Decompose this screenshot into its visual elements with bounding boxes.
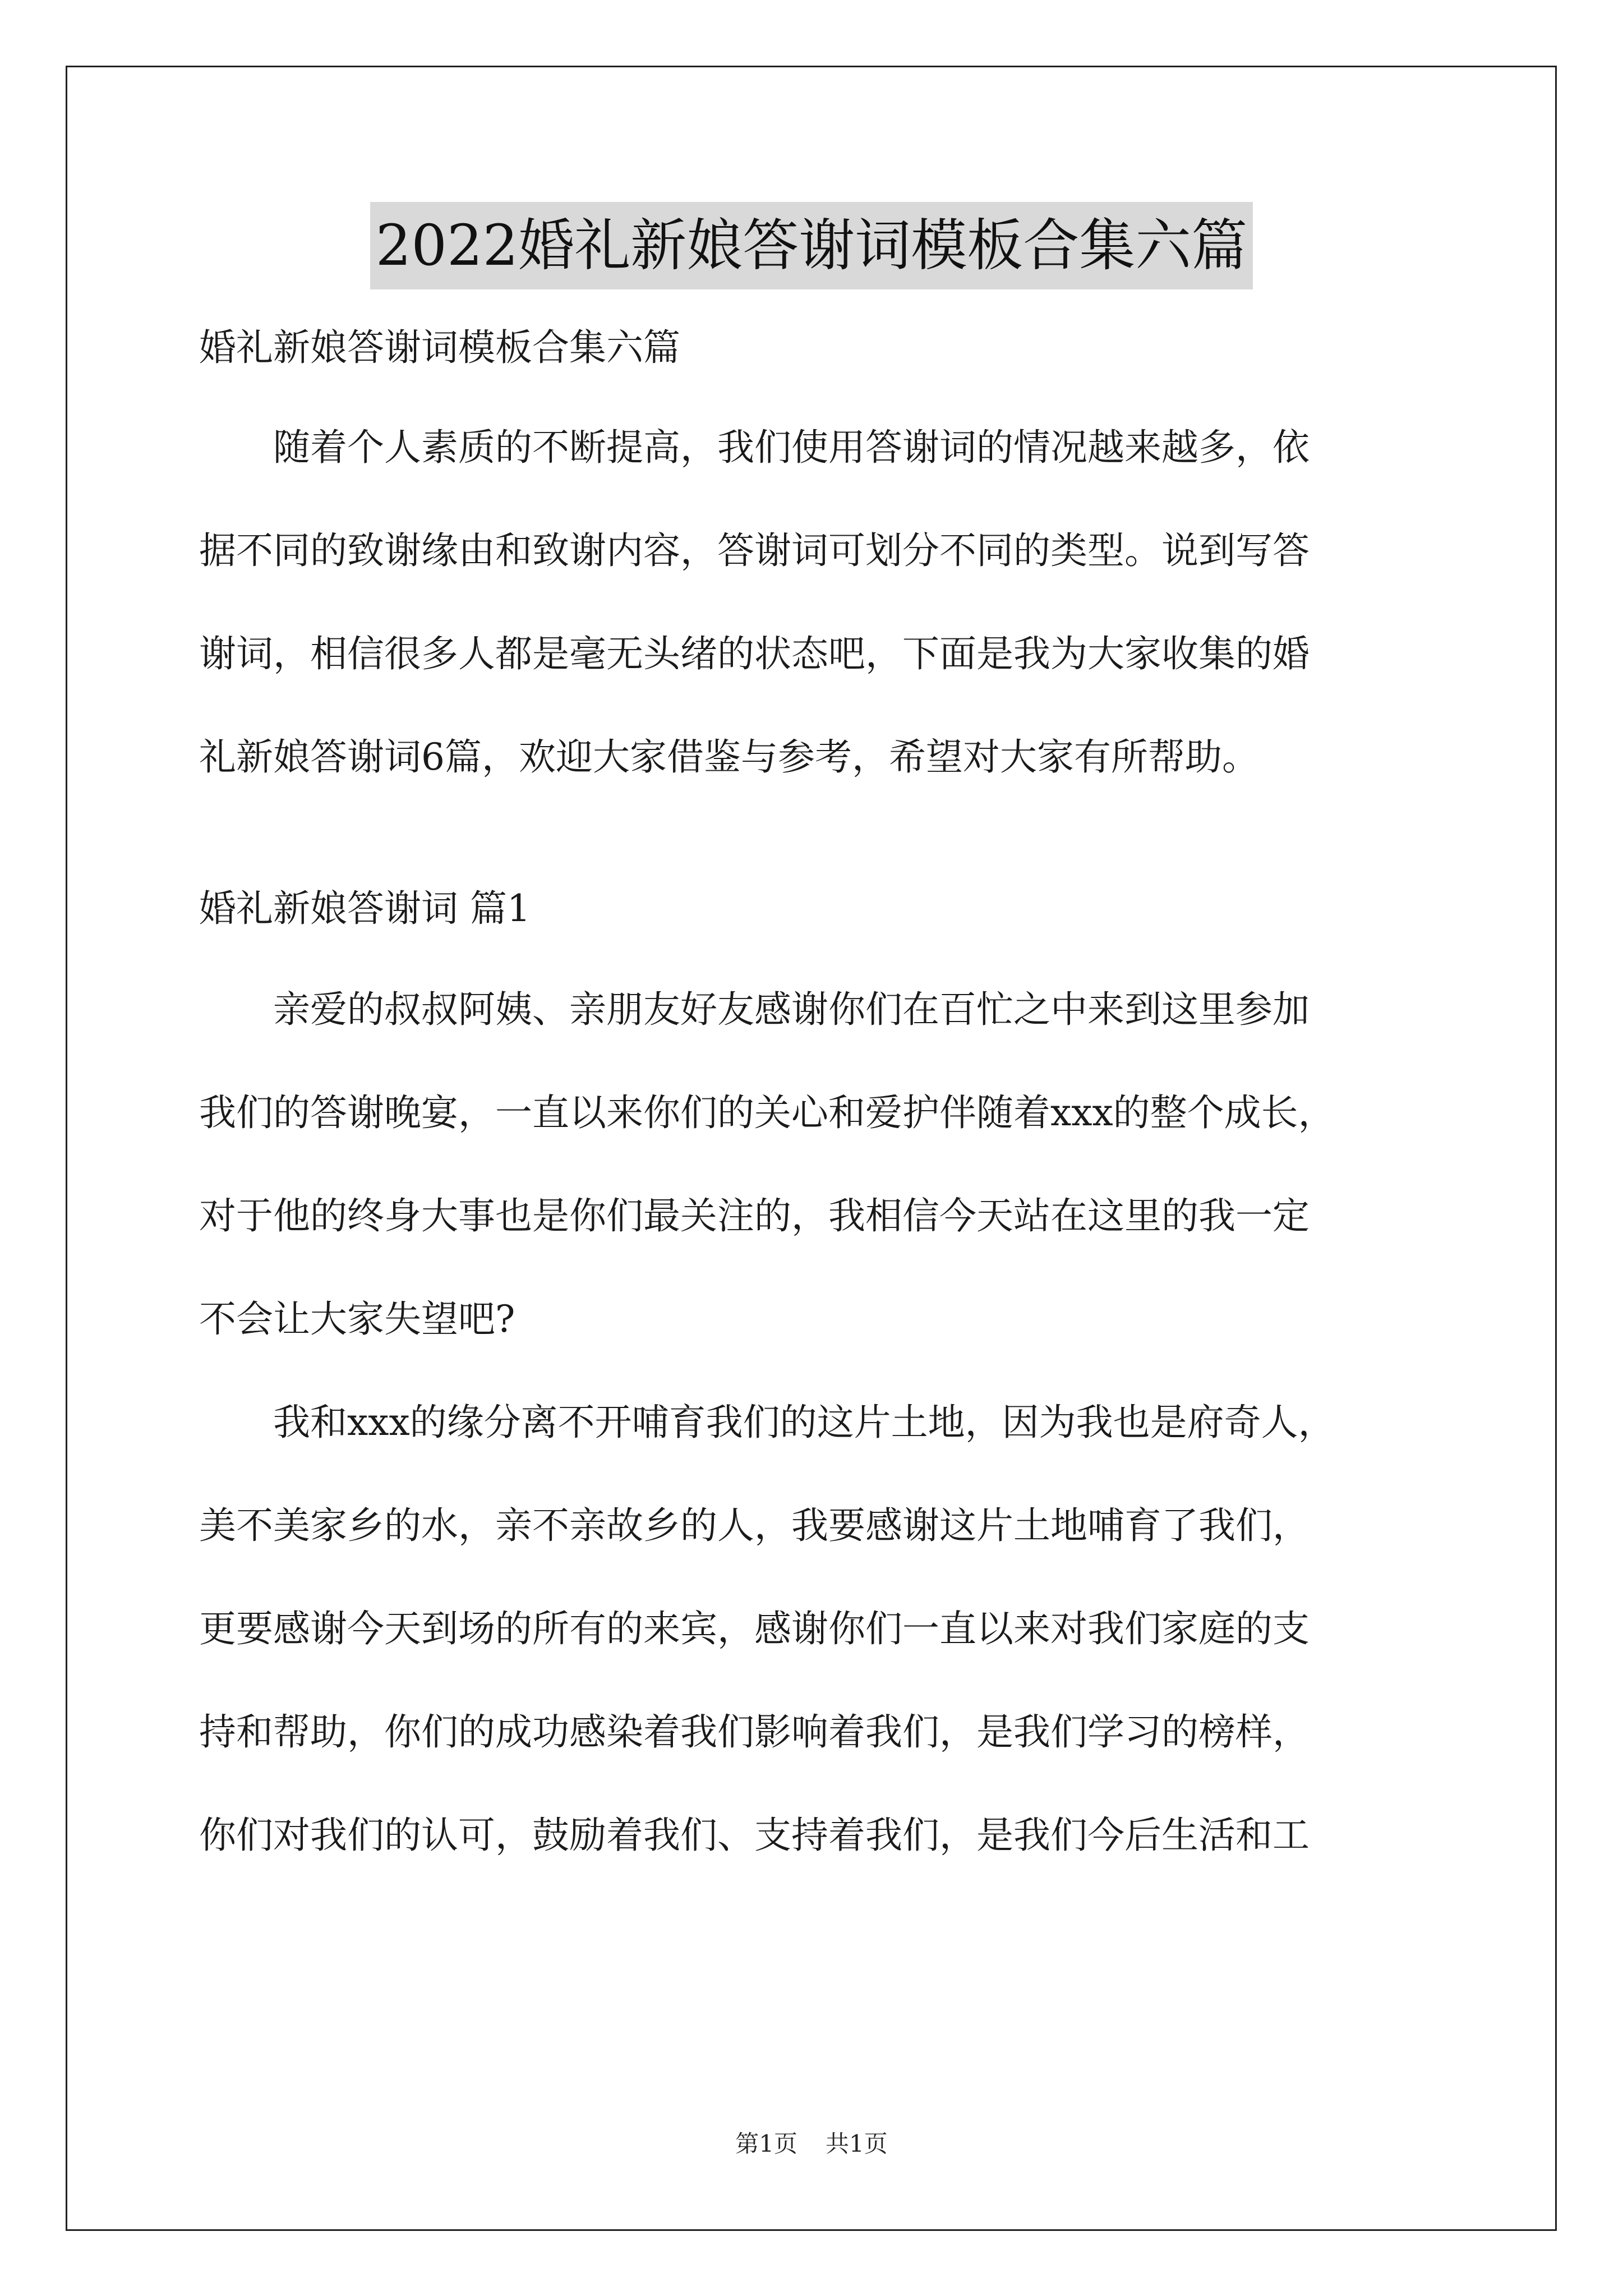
document-subtitle: 婚礼新娘答谢词模板合集六篇 <box>199 326 680 369</box>
paragraph-line: 对于他的终身大事也是你们最关注的，我相信今天站在这里的我一定 <box>199 1194 1310 1237</box>
page-footer <box>0 2127 1623 2161</box>
intro-paragraph <box>199 420 1450 785</box>
section1-paragraph-2 <box>199 1395 1450 1864</box>
paragraph-line: 我们的答谢晚宴，一直以来你们的关心和爱护伴随着xxx的整个成长， <box>199 1091 1335 1134</box>
intro-line: 据不同的致谢缘由和致谢内容，答谢词可划分不同的类型。说到写答 <box>199 529 1310 572</box>
section-heading: 婚礼新娘答谢词 篇1 <box>199 887 531 930</box>
page-number: 第1页 <box>735 2130 797 2157</box>
document-title: 2022婚礼新娘答谢词模板合集六篇 <box>370 202 1253 289</box>
intro-line: 礼新娘答谢词6篇，欢迎大家借鉴与参考，希望对大家有所帮助。 <box>199 735 1259 779</box>
paragraph-line: 不会让大家失望吧? <box>199 1297 515 1341</box>
paragraph-line: 美不美家乡的水，亲不亲故乡的人，我要感谢这片土地哺育了我们， <box>199 1504 1310 1547</box>
paragraph-line: 持和帮助，你们的成功感染着我们影响着我们，是我们学习的榜样， <box>199 1710 1310 1754</box>
document-body <box>199 320 1450 1911</box>
intro-line: 谢词，相信很多人都是毫无头绪的状态吧，下面是我为大家收集的婚 <box>199 632 1310 675</box>
paragraph-line: 更要感谢今天到场的所有的来宾，感谢你们一直以来对我们家庭的支 <box>199 1607 1310 1650</box>
paragraph-line: 我和xxx的缘分离不开哺育我们的这片土地，因为我也是府奇人， <box>273 1401 1335 1444</box>
page-total: 共1页 <box>826 2130 888 2157</box>
paragraph-line: 亲爱的叔叔阿姨、亲朋友好友感谢你们在百忙之中来到这里参加 <box>273 988 1310 1031</box>
intro-line: 随着个人素质的不断提高，我们使用答谢词的情况越来越多，依 <box>273 426 1310 469</box>
paragraph-line: 你们对我们的认可，鼓励着我们、支持着我们，是我们今后生活和工 <box>199 1814 1310 1857</box>
section1-paragraph-1 <box>199 982 1450 1347</box>
title-container <box>0 202 1623 289</box>
